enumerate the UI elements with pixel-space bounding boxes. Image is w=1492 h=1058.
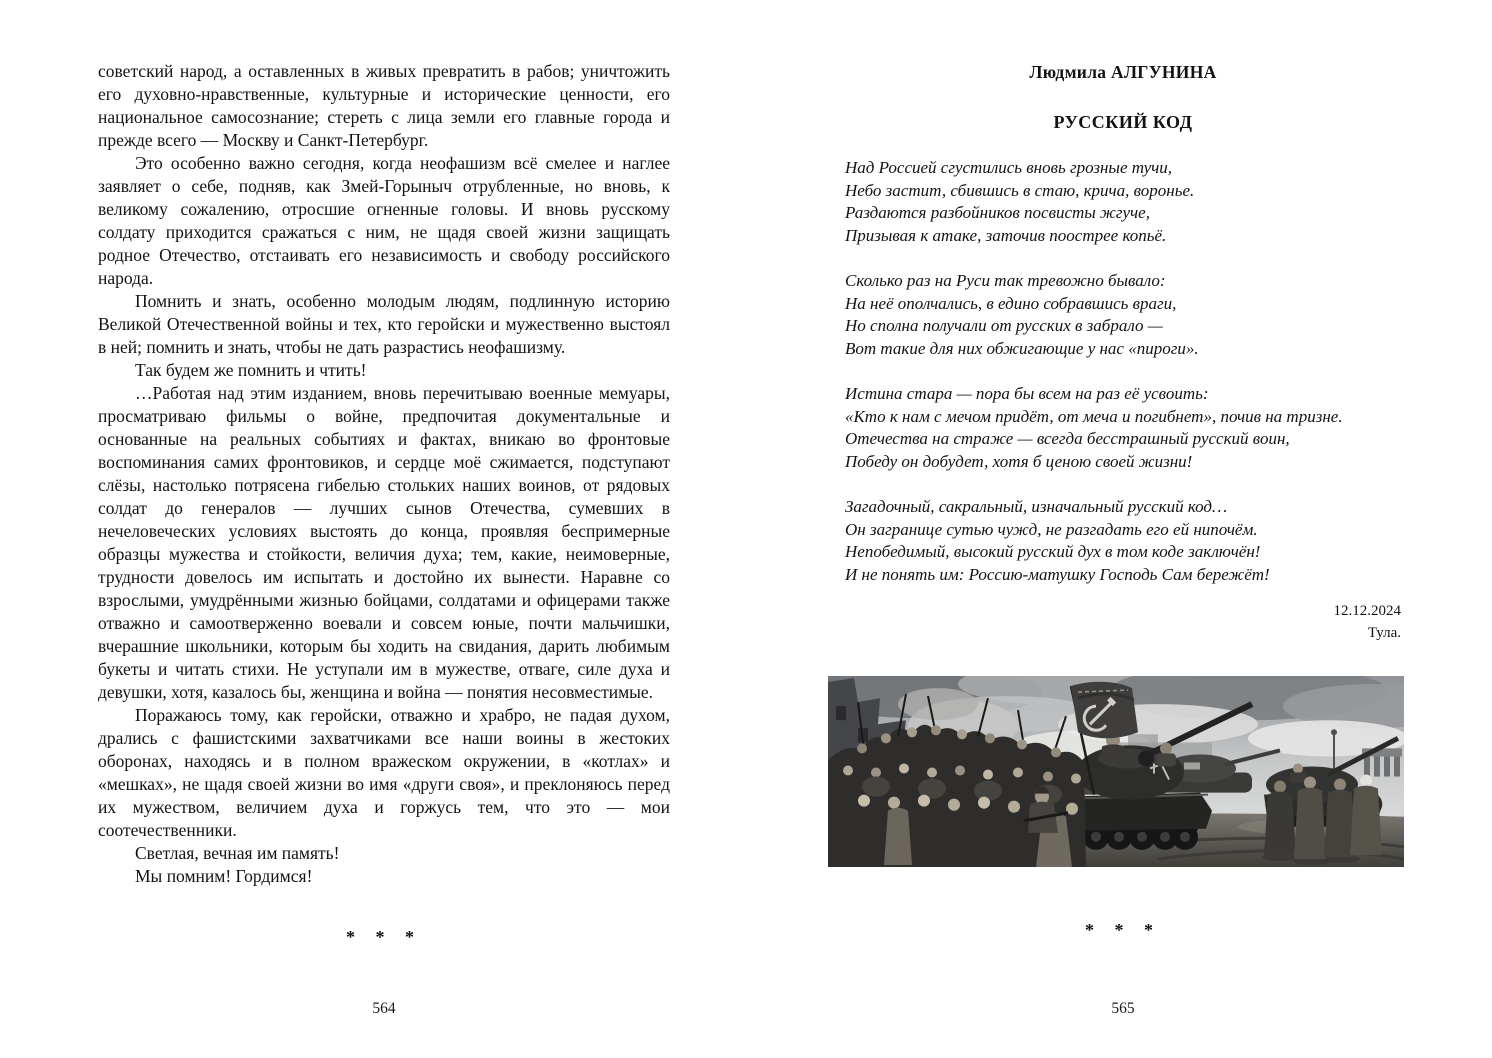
asterisk-separator-right: * * * — [1085, 920, 1161, 940]
poem-place: Тула. — [1367, 625, 1401, 641]
poem-line: Победу он добудет, хотя б ценою своей жизни! — [845, 451, 1193, 471]
poem-title: РУССКИЙ КОД — [1053, 112, 1193, 132]
left-paragraphs — [98, 60, 670, 888]
paragraph: Это особенно важно сегодня, когда неофашизм всё смелее и наглее заявляет о себе, подняв, как Змей-Горыныч отрубленные, но вновь, к великому сожалению, отросшие огненные головы. И вновь русскому солдату приходится сражаться с ним, не щадя своей жизни защищать родное Отечество, отстаивать его независимость и свободу российского народа. — [98, 153, 670, 288]
page-number-left: 564 — [372, 1000, 396, 1017]
poem-line: Но сполна получали от русских в забрало — — [845, 316, 1163, 335]
paragraph: Помнить и знать, особенно молодым людям, подлинную историю Великой Отечественной войны и тех, кто геройски и мужественно выстоял в ней; помнить и знать, чтобы не дать разрастись неофашизму. — [98, 291, 670, 357]
poem-line: Сколько раз на Руси так тревожно бывало: — [845, 271, 1166, 290]
paragraph: …Работая над этим изданием, вновь перечитываю военные мемуары, просматриваю фильмы о войне, предпочитая документальные и основанные на реальных событиях и фактах, вникаю во фронтовые воспоминания самих фронтовиков, и сердце моё сжимается, подступают слёзы, настолько потрясена гибелью стольких наших воинов, от рядовых солдат до генералов — лучших сынов Отечества, сумевших в нечеловеческих условиях выстоять до конца, проявляя беспримерные образцы мужества и стойкости, величия духа; тем, какие, неимоверные, трудности довелось им испытать и достойно их вынести. Наравне со взрослыми, умудрёнными жизнью бойцами, солдатами и офицерами также отважно и самоотверженно воевали и совсем юные, почти мальчишки, вчерашние школьники, которым бы ходить на свидания, дарить любимым букеты и читать стихи. Не уступали им в мужестве, отваге, силе духа и девушки, хотя, казалось бы, женщина и война — понятия несовместимые. — [98, 383, 670, 702]
poem-line: Небо застит, сбившись в стаю, крича, воронье. — [845, 180, 1195, 200]
poem-line: Вот такие для них обжигающие у нас «пироги». — [845, 338, 1199, 358]
poem-date-place — [845, 600, 1401, 644]
paragraph: Мы помним! Гордимся! — [135, 866, 313, 886]
right-page-text — [845, 62, 1401, 644]
paragraph: Светлая, вечная им память! — [135, 843, 340, 863]
victory-photo — [828, 676, 1404, 867]
poem-body — [845, 157, 1401, 586]
poem-line: Истина стара — пора бы всем на раз её усвоить: — [845, 384, 1209, 403]
paragraph: Так будем же помнить и чтить! — [135, 360, 367, 380]
paragraph: советский народ, а оставленных в живых превратить в рабов; уничтожить его духовно-нравственные, культурные и исторические ценности, его национальное самосознание; стереть с лица земли его главные города и прежде всего — Москву и Санкт-Петербург. — [98, 61, 670, 150]
asterisk-separator-left: * * * — [346, 927, 422, 947]
poem-line: Он загранице сутью чужд, не разгадать его ей нипочём. — [845, 519, 1258, 539]
victory-photo-illustration — [828, 676, 1404, 867]
poem-line: Непобедимый, высокий русский дух в том коде заключён! — [845, 542, 1261, 561]
left-page-text — [98, 60, 670, 949]
poem-line: И не понять им: Россию-матушку Господь Сам бережёт! — [845, 564, 1270, 584]
poem-line: Раздаются разбойников посвисты жгуче, — [845, 203, 1150, 222]
poem-stanza — [845, 383, 1401, 473]
poem-stanza — [845, 270, 1401, 360]
poem-stanza — [845, 496, 1401, 586]
poem-line: На неё ополчались, в едино собравшись враги, — [845, 293, 1177, 313]
page-number-right: 565 — [1111, 1000, 1135, 1017]
paragraph: Поражаюсь тому, как геройски, отважно и храбро, не падая духом, дрались с фашистскими захватчиками все наши воины в жестоких оборонах, находясь и в полном вражеском окружении, в «котлах» и «мешках», не щадя своей жизни во имя «други своя», и преклоняюсь перед их мужеством, величием духа и горжусь тем, что это — мои соотечественники. — [98, 705, 670, 840]
poem-line: «Кто к нам с мечом придёт, от меча и погибнет», почив на тризне. — [845, 406, 1343, 426]
poem-author: Людмила АЛГУНИНА — [1029, 62, 1217, 82]
poem-line: Загадочный, сакральный, изначальный русский код… — [845, 497, 1228, 516]
poem-date: 12.12.2024 — [1333, 603, 1401, 619]
poem-stanza — [845, 157, 1401, 247]
poem-line: Призывая к атаке, заточив поострее копьё. — [845, 225, 1167, 245]
poem-line: Над Россией сгустились вновь грозные тучи, — [845, 158, 1172, 177]
poem-line: Отечества на страже — всегда бесстрашный русский воин, — [845, 429, 1290, 448]
